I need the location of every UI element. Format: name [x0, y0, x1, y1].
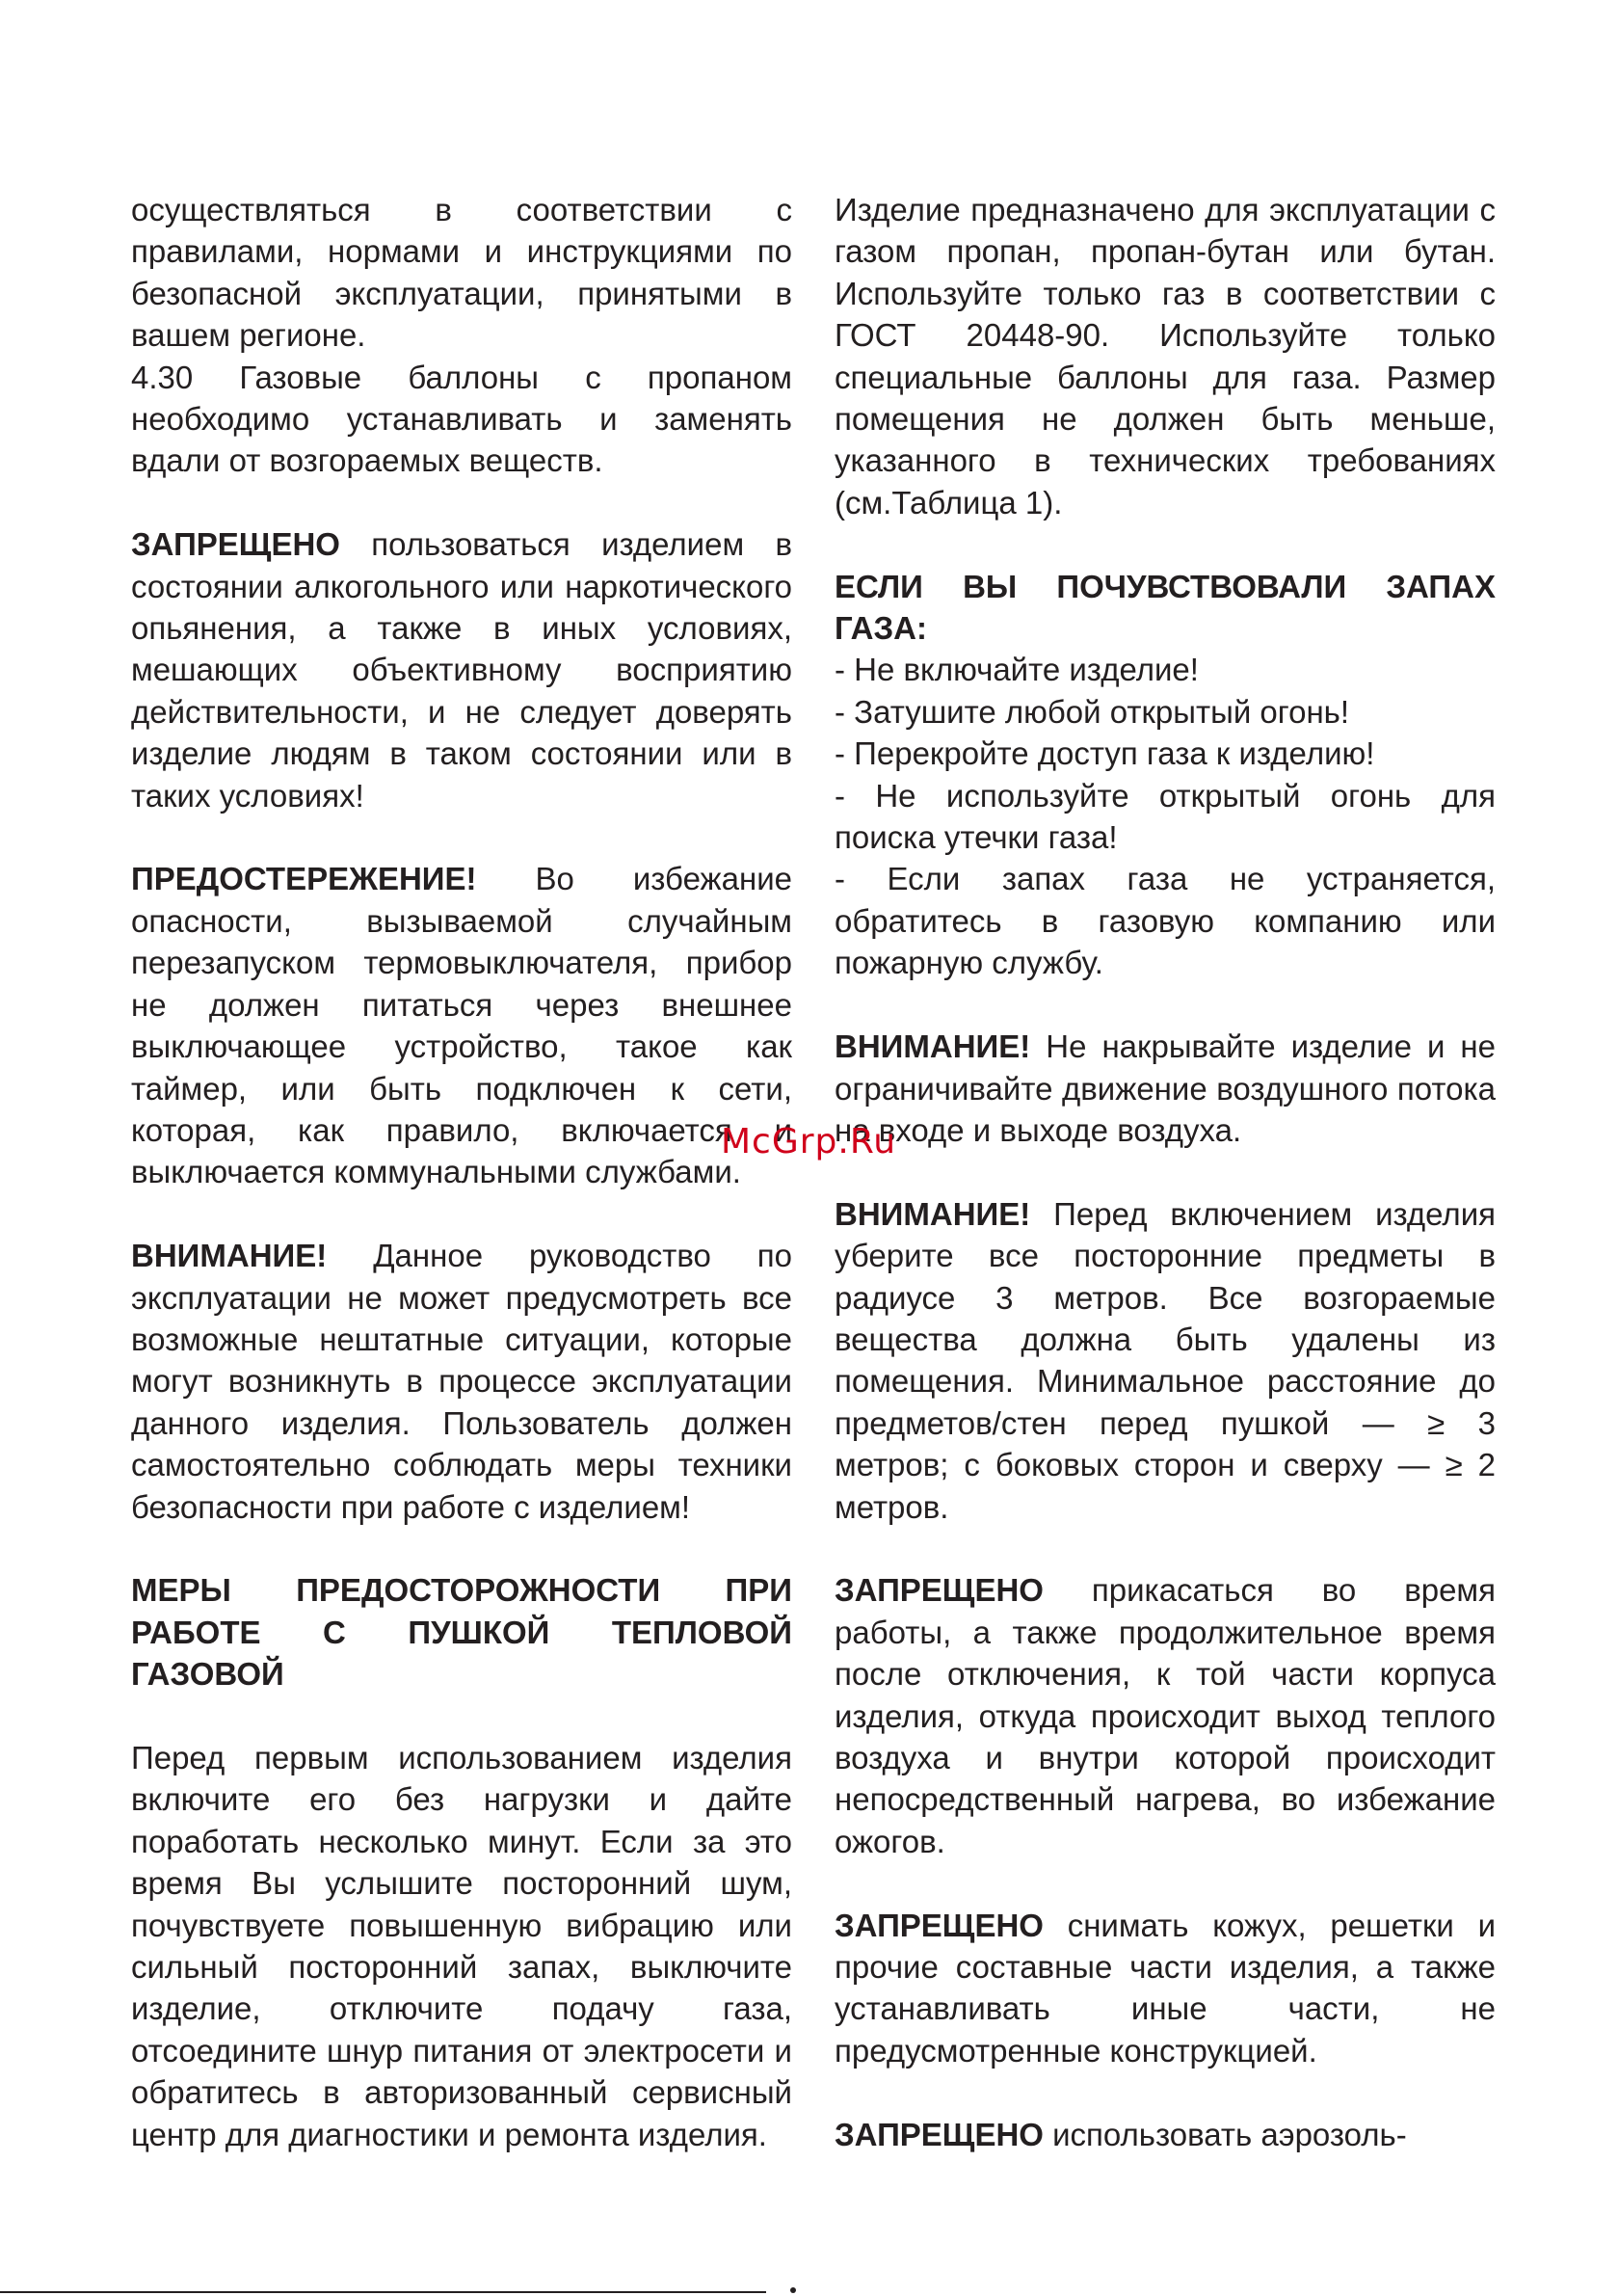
paragraph-left-2: 4.30 Газовые баллоны с пропаном необходимо устанавливать и заменять вдали от возгораемых веществ.: [131, 359, 792, 479]
paragraph-text: Перед включением изделия уберите все посторонние предметы в радиусе 3 метров. Все возгораемые вещества должна быть удалены из помещения. Минимальное расстояние до предметов/стен перед пушкой — ≥ 3 метров; с боковых сторон и сверху — ≥ 2 метров.: [835, 1195, 1496, 1525]
paragraph-text: Данное руководство по эксплуатации не может предусмотреть все возможные нештатные ситуации, которые могут возникнуть в процессе эксплуатации данного изделия. Пользователь должен самостоятельно соблюдать меры техники безопасности при работе с изделием!: [131, 1238, 792, 1525]
section-heading-gas-smell: ЕСЛИ ВЫ ПОЧУВСТВОВАЛИ ЗАПАХ ГАЗА:: [835, 568, 1496, 647]
watermark: McGrp.Ru: [721, 1122, 897, 1161]
list-item: - Если запах газа не устраняется, обратитесь в газовую компанию или пожарную службу.: [835, 861, 1496, 981]
lead-prohibited: ЗАПРЕЩЕНО: [835, 1907, 1044, 1943]
list-item: - Затушите любой открытый огонь!: [835, 693, 1350, 730]
paragraph-attention-manual: [131, 1235, 792, 1528]
lead-attention: ВНИМАНИЕ!: [835, 1028, 1031, 1065]
section-heading-precautions: МЕРЫ ПРЕДОСТОРОЖНОСТИ ПРИ РАБОТЕ С ПУШКОЙ ТЕПЛОВОЙ ГАЗОВОЙ: [131, 1572, 792, 1693]
paragraph-prohibited-aerosol: [835, 2114, 1496, 2155]
lead-warning: ПРЕДОСТЕРЕЖЕНИЕ!: [131, 861, 477, 897]
list-item: - Не включайте изделие!: [835, 652, 1199, 688]
paragraph-prohibited-touch: [835, 1569, 1496, 1862]
paragraph-gas-type: Изделие предназначено для эксплуатации с газом пропан, пропан-бутан или бутан. Используйте только газ в соответствии с ГОСТ 20448-90. Используйте только специальные баллоны для газа. Размер помещения не должен быть меньше, указанного в технических требованиях (см.Таблица 1).: [835, 192, 1496, 521]
paragraph-left-1: осуществляться в соответствии с правилами, нормами и инструкциями по безопасной эксплуатации, принятыми в вашем регионе.: [131, 192, 792, 354]
paragraph-first-use: Перед первым использованием изделия включите его без нагрузки и дайте поработать несколько минут. Если за это время Вы услышите посторонний шум, почувствуете повышенную вибрацию или сильный посторонний запах, выключите изделие, отключите подачу газа, отсоедините шнур питания от электросети и обратитесь в авторизованный сервисный центр для диагностики и ремонта изделия.: [131, 1739, 792, 2152]
paragraph-prohibited-remove-parts: [835, 1905, 1496, 2072]
lead-attention: ВНИМАНИЕ!: [131, 1238, 328, 1274]
right-column: [835, 189, 1496, 2197]
paragraph-text: пользоваться изделием в состоянии алкогольного или наркотического опьянения, а также в иных условиях, мешающих объективному восприятию действительности, и не следует доверять изделие людям в таком состоянии или в таких условиях!: [131, 526, 792, 814]
paragraph-text: использовать аэрозоль-: [1043, 2116, 1407, 2152]
paragraph-attention-distance: [835, 1193, 1496, 1528]
paragraph-text: прикасаться во время работы, а также продолжительное время после отключения, к той части корпуса изделия, откуда происходит выход теплого воздуха и внутри которой происходит непосредственный нагрева, во избежание ожогов.: [835, 1572, 1496, 1859]
paragraph-text: Во избежание опасности, вызываемой случайным перезапуском термовыключателя, прибор не должен питаться через внешнее выключающее устройство, такое как таймер, или быть подключен к сети, которая, как правило, включается и выключается коммунальными службами.: [131, 861, 792, 1190]
lead-prohibited: ЗАПРЕЩЕНО: [131, 526, 340, 563]
paragraph-prohibited-intoxication: [131, 523, 792, 816]
gas-smell-list: [835, 649, 1496, 983]
paragraph-text: снимать кожух, решетки и прочие составные части изделия, а также устанавливать иные части, не предусмотренные конструкцией.: [835, 1907, 1496, 2069]
footer-rule: [0, 2291, 766, 2293]
paragraph-text: Не накрывайте изделие и не ограничивайте движение воздушного потока на входе и выходе воздуха.: [835, 1028, 1496, 1148]
footer-dot: [790, 2287, 796, 2293]
lead-attention: ВНИМАНИЕ!: [835, 1195, 1031, 1232]
list-item: - Перекройте доступ газа к изделию!: [835, 735, 1375, 772]
paragraph-attention-airflow: [835, 1026, 1496, 1151]
list-item: - Не используйте открытый огонь для поиска утечки газа!: [835, 777, 1496, 856]
paragraph-warning-thermal-switch: [131, 858, 792, 1192]
lead-prohibited: ЗАПРЕЩЕНО: [835, 2116, 1044, 2152]
lead-prohibited: ЗАПРЕЩЕНО: [835, 1572, 1044, 1609]
left-column: [131, 189, 792, 2197]
